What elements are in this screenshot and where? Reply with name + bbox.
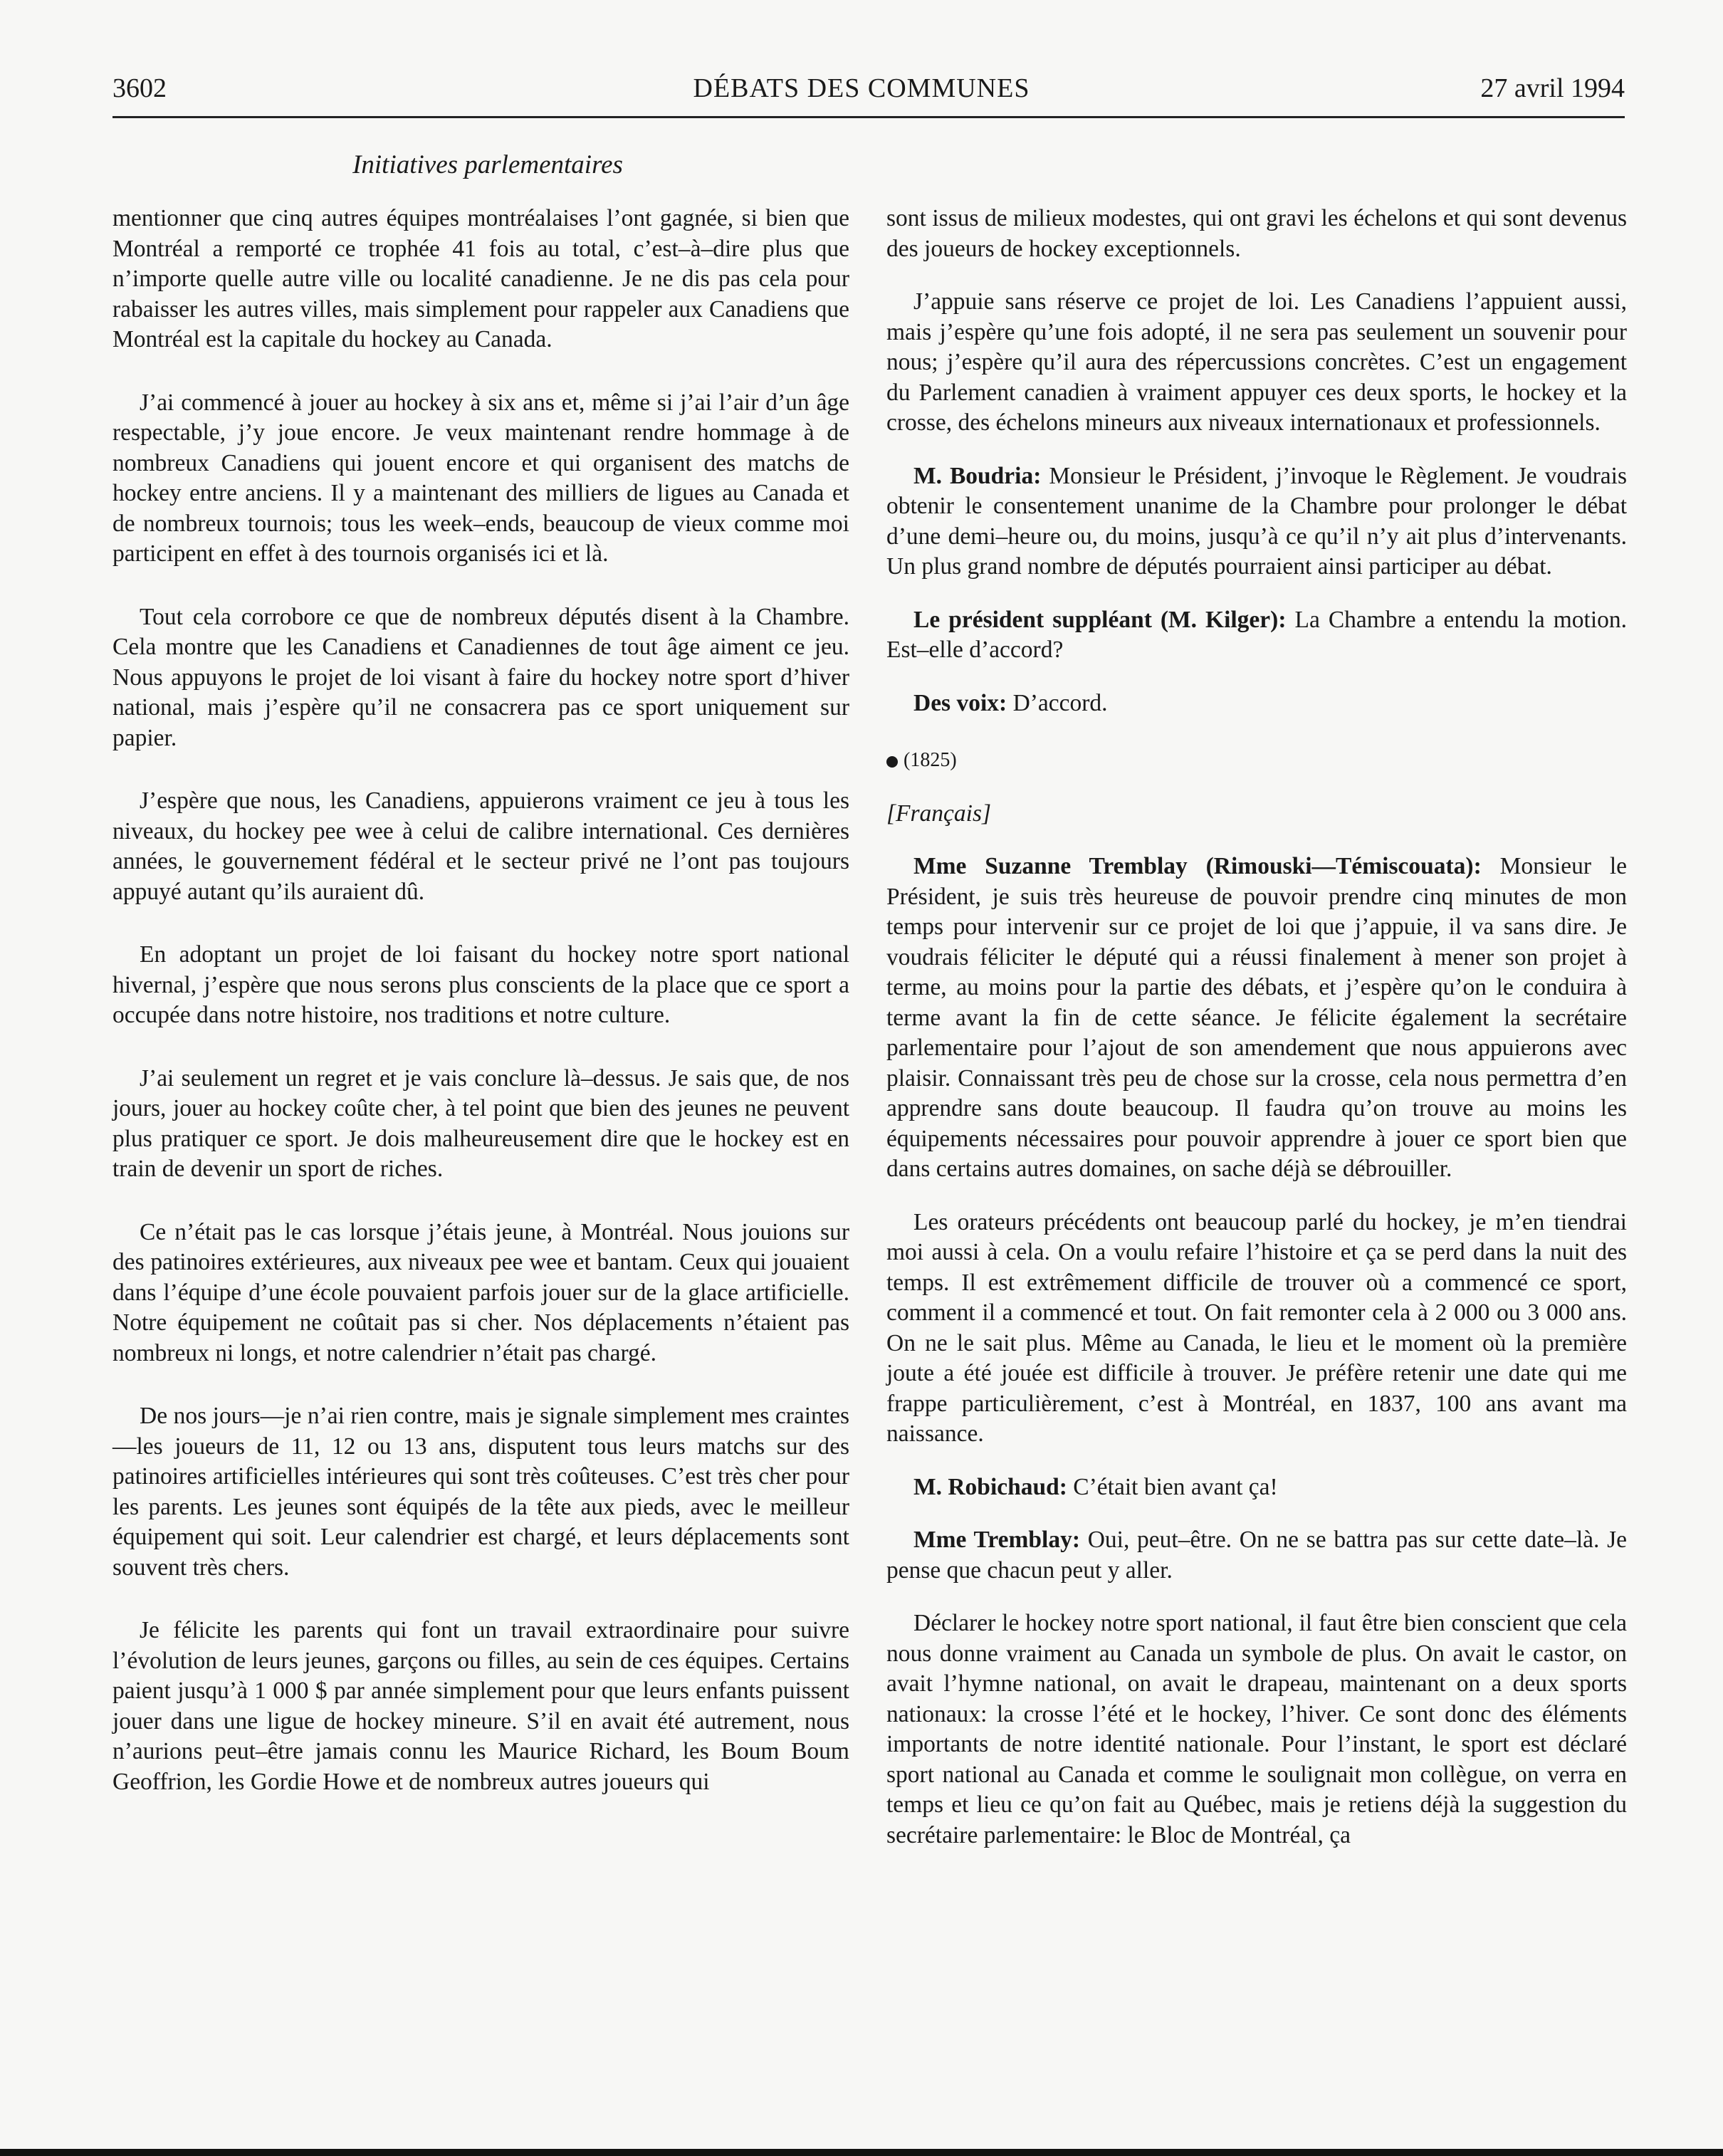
speech-voices (886, 689, 1627, 719)
speaker-name: M. Robichaud: (913, 1473, 1067, 1500)
speaker-name: Mme Suzanne Tremblay (Rimouski—Témiscouata): (913, 853, 1482, 879)
paragraph: J’ai seulement un regret et je vais conclure là–dessus. Je sais que, de nos jours, jouer au hockey coûte cher, à tel point que bien des jeunes ne peuvent plus pratiquer ce sport. Je dois malheureusement dire que le hockey est en train de devenir un sport de riches. (112, 1064, 849, 1182)
speech-kilger (886, 605, 1627, 666)
speech-tremblay (886, 852, 1627, 1185)
time-stamp: (1825) (904, 749, 957, 771)
speech-text: Oui, peut–être. On ne se battra pas sur cette date–là. Je pense que chacun peut y aller. (886, 1527, 1628, 1584)
paragraph: mentionner que cinq autres équipes montréalaises l’ont gagnée, si bien que Montréal a remporté ce trophée 41 fois au total, c’est–à–dire plus que n’importe quelle autre ville ou localité canadienne. Je ne dis pas cela pour rabaisser les autres villes, mais simplement pour rappeler aux Canadiens que Montréal est la capitale du hockey au Canada. (112, 205, 849, 352)
speaker-name: Mme Tremblay: (913, 1527, 1080, 1553)
speech-robichaud (886, 1472, 1627, 1503)
paragraph: Ce n’était pas le cas lorsque j’étais jeune, à Montréal. Nous jouions sur des patinoires extérieures, aux niveaux pee wee et bantam. Ceux qui jouaient dans l’équipe d’une école pouvaient parfois jouer sur de la glace artificielle. Notre équipement ne coûtait pas si cher. Nos déplacements n’étaient pas nombreux ni longs, et notre calendrier n’était pas chargé. (112, 1218, 849, 1366)
time-marker (886, 745, 1627, 776)
paragraph: J’appuie sans réserve ce projet de loi. Les Canadiens l’appuient aussi, mais j’espère qu’une fois adopté, il ne sera pas seulement un souvenir pour nous; j’espère qu’il aura des répercussions concrètes. C’est un engagement du Parlement canadien à vraiment appuyer ces deux sports, le hockey et la crosse, des échelons mineurs aux niveaux internationaux et professionnels. (886, 288, 1627, 436)
left-column (112, 204, 849, 1797)
paragraph: J’espère que nous, les Canadiens, appuierons vraiment ce jeu à tous les niveaux, du hockey pee wee à celui de calibre international. Ces dernières années, le gouvernement fédéral et le secteur privé ne l’ont pas toujours appuyé autant qu’ils auraient dû. (112, 787, 849, 905)
paragraph: De nos jours—je n’ai rien contre, mais je signale simplement mes craintes—les joueurs de 11, 12 ou 13 ans, disputent tous leurs matchs sur des patinoires artificielles intérieures qui sont très coûteuses. C’est très cher pour les parents. Les jeunes sont équipés de la tête aux pieds, avec le meilleur équipement qui soit. Leur calendrier est chargé, et leurs déplacements sont souvent très chers. (112, 1403, 849, 1581)
scan-edge (0, 2149, 1723, 2156)
header-rule (112, 116, 1625, 118)
speaker-name: Des voix: (913, 689, 1007, 716)
paragraph: sont issus de milieux modestes, qui ont gravi les échelons et qui sont devenus des joueurs de hockey exceptionnels. (886, 205, 1627, 262)
speech-tremblay-2 (886, 1525, 1627, 1586)
paragraph: Tout cela corrobore ce que de nombreux députés disent à la Chambre. Cela montre que les Canadiens et Canadiennes de tout âge aiment ce jeu. Nous appuyons le projet de loi visant à faire du hockey notre sport d’hiver national, mais j’espère qu’il ne consacrera pas ce sport uniquement sur papier. (112, 603, 849, 751)
paragraph: Je félicite les parents qui font un travail extraordinaire pour suivre l’évolution de leurs jeunes, garçons ou filles, au sein de ces équipes. Certains paient jusqu’à 1 000 $ par année simplement pour que leurs enfants puissent jouer dans une ligue de hockey mineure. S’il en avait été autrement, nous n’aurions peut–être jamais connu les Maurice Richard, les Boum Boum Geoffrion, les Gordie Howe et de nombreux autres joueurs qui (112, 1617, 849, 1795)
publication-title: DÉBATS DES COMMUNES (693, 73, 1030, 103)
speech-boudria (886, 461, 1627, 582)
speech-text: C’était bien avant ça! (1073, 1473, 1278, 1500)
paragraph: Les orateurs précédents ont beaucoup parlé du hockey, je m’en tiendrai moi aussi à cela. On a voulu refaire l’histoire et ça se perd dans la nuit des temps. Il est extrêmement difficile de trouver où a commencé ce sport, comment il a commencé et tout. On fait remonter cela à 2 000 ou 3 000 ans. On ne le sait plus. Même au Canada, le lieu et le moment où la première joute a été jouée est difficile à trouver. Je préfère retenir une date qui me frappe particulièrement, c’est à Montréal, en 1837, 100 ans avant ma naissance. (886, 1208, 1627, 1447)
bullet-icon (886, 756, 898, 768)
speaker-name: Le président suppléant (M. Kilger): (913, 606, 1287, 633)
section-rubric: Initiatives parlementaires (352, 150, 623, 179)
right-column (886, 204, 1627, 1851)
language-tag: [Français] (886, 800, 992, 827)
publication-date: 27 avril 1994 (1480, 73, 1625, 103)
speech-text: La Chambre a entendu la motion. Est–elle d’accord? (886, 606, 1627, 663)
speech-text: Monsieur le Président, j’invoque le Règlement. Je voudrais obtenir le consentement unanime de la Chambre pour prolonger le débat d’une demi–heure ou, du moins, jusqu’à ce qu’il n’y ait plus d’intervenants. Un plus grand nombre de députés pourraient ainsi participer au débat. (886, 462, 1627, 580)
speech-text: D’accord. (1012, 689, 1108, 716)
speech-text: Monsieur le Président, je suis très heureuse de pouvoir prendre cinq minutes de mon temps pour intervenir sur ce projet de loi que j’appuie, il va sans dire. Je voudrais féliciter le député qui a réussi finalement à mener son projet à terme, au moins pour la partie des débats, et j’espère qu’on le conduira à terme avant la fin de cette séance. Je félicite également la secrétaire parlementaire pour l’ajout de son amendement que nous appuierons avec plaisir. Connaissant très peu de chose sur la crosse, cela nous permettra d’en apprendre sans doute beaucoup. Il faudra qu’on trouve au moins les équipements nécessaires pour pouvoir apprendre à jouer ce sport bien que dans certains autres domaines, on sache déjà se débrouiller. (886, 853, 1628, 1182)
paragraph: Déclarer le hockey notre sport national, il faut être bien conscient que cela nous donne vraiment au Canada un symbole de plus. On avait le castor, on avait l’hymne national, on avait le drapeau, maintenant on a deux sports nationaux: la crosse l’été et le hockey, l’hiver. Ce sont donc des éléments importants de notre identité nationale. Pour l’instant, le sport est déclaré sport national au Canada et comme le soulignait mon collègue, on verra en temps et lieu ce qu’on fait au Québec, mais je retiens déjà la suggestion du secrétaire parlementaire: le Bloc de Montréal, ça (886, 1610, 1627, 1848)
page-number: 3602 (112, 73, 167, 103)
speaker-name: M. Boudria: (913, 462, 1042, 489)
paragraph: J’ai commencé à jouer au hockey à six ans et, même si j’ai l’air d’un âge respectable, j’y joue encore. Je veux maintenant rendre hommage à de nombreux Canadiens qui jouent encore et qui organisent des matchs de hockey entre anciens. Il y a maintenant des milliers de ligues au Canada et de nombreux tournois; tous les week–ends, beaucoup de vieux comme moi participent en effet à des tournois organisés ici et là. (112, 389, 849, 567)
paragraph: En adoptant un projet de loi faisant du hockey notre sport national hivernal, j’espère que nous serons plus conscients de la place que ce sport a occupée dans notre histoire, nos traditions et notre culture. (112, 941, 849, 1028)
